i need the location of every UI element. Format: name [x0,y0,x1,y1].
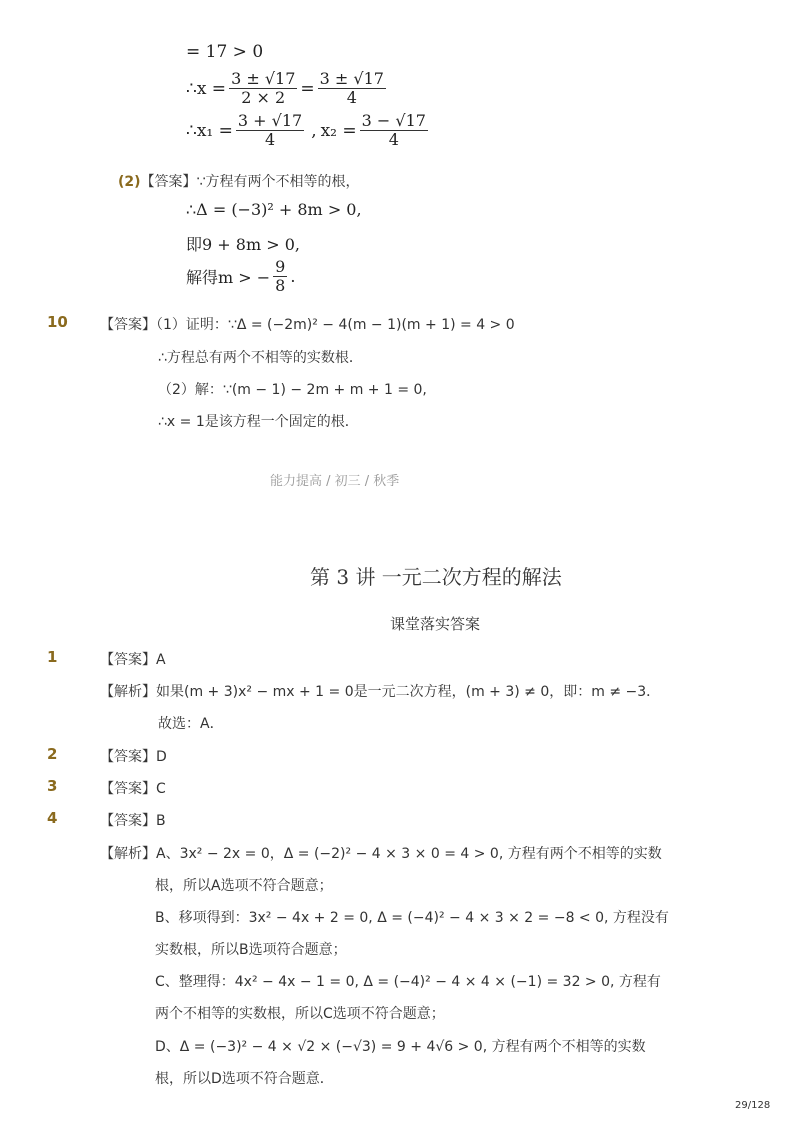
part2-label: (2) [118,174,141,190]
q1-answer: 【答案】A [100,652,166,668]
part2-step-2: 即9 + 8m > 0, [186,235,300,254]
q4-option-c-line-1: C、整理得：4x² − 4x − 1 = 0, Δ = (−4)² − 4 × 4 × (−1) = 32 > 0, 方程有 [155,974,661,990]
lecture-title: 第 3 讲 一元二次方程的解法 [310,565,562,589]
fraction-3 [236,112,304,149]
q10-line-3: （2）解：∵(m − 1) − 2m + m + 1 = 0, [158,382,427,398]
fraction-4-denominator: 4 [388,130,399,149]
q10-line-2: ∴方程总有两个不相等的实数根． [158,350,363,366]
question-number-4: 4 [47,809,58,827]
fraction-4-numerator: 3 − √17 [361,111,426,130]
fraction-nine-eighths [273,258,287,295]
section-title: 课堂落实答案 [390,615,481,633]
question-number-3: 3 [47,777,58,795]
q10-line-1 [100,314,515,334]
q4-option-d-line-2: 根，所以D选项不符合题意． [155,1071,334,1087]
q4-option-b-line-1: B、移项得到：3x² − 4x + 2 = 0, Δ = (−4)² − 4 × 3 × 2 = −8 < 0, 方程没有 [155,910,669,926]
q10-line-4: ∴x = 1是该方程一个固定的根． [158,414,359,430]
part2-reason: ∵方程有两个不相等的根， [196,174,360,190]
part2-answer-tag: 【答案】 [140,174,197,190]
fraction-2-denominator: 4 [346,88,357,107]
page-footer: 能力提高 / 初三 / 秋季 [270,474,400,489]
separator: , [311,120,317,141]
part2-step-3-suffix: . [290,267,296,286]
q4-option-a-line-1: 【解析】A、3x² − 2x = 0，Δ = (−2)² − 4 × 3 × 0 = 4 > 0, 方程有两个不相等的实数 [100,846,662,862]
fraction-4 [360,112,428,149]
fraction-nine-eighths-numerator: 9 [275,257,286,276]
part2-step-3 [186,258,295,295]
derivation-line-2-prefix: ∴x = [186,78,227,99]
fraction-3-denominator: 4 [264,130,276,149]
question-number-2: 2 [47,745,58,763]
q10-proof: （1）证明：∵Δ = (−2m)² − 4(m − 1)(m + 1) = 4 > 0 [156,317,515,333]
q1-choice: 故选：A． [158,716,224,732]
q4-option-d-line-1: D、Δ = (−3)² − 4 × √2 × (−√3) = 9 + 4√6 > 0, 方程有两个不相等的实数 [155,1039,646,1055]
question-number-10: 10 [47,313,68,331]
derivation-line-1: = 17 > 0 [186,42,264,62]
x2-label: x₂ = [320,120,357,141]
part2-header [118,171,359,191]
fraction-2-numerator: 3 ± √17 [319,69,384,88]
x1-label: ∴x₁ = [186,120,233,141]
q4-option-a-line-2: 根，所以A选项不符合题意； [155,878,333,894]
fraction-2 [318,70,386,107]
question-number-1: 1 [47,648,58,666]
q4-option-c-line-2: 两个不相等的实数根，所以C选项不符合题意； [155,1006,445,1022]
derivation-line-2 [186,70,389,107]
q2-answer: 【答案】D [100,749,167,765]
part2-step-3-prefix: 解得m > − [186,268,271,287]
fraction-nine-eighths-denominator: 8 [275,276,286,295]
part2-step-1: ∴Δ = (−3)² + 8m > 0, [186,200,362,219]
derivation-line-3 [186,112,431,149]
fraction-3-numerator: 3 + √17 [237,111,303,130]
equals-sign: = [300,78,315,99]
q3-answer: 【答案】C [100,781,166,797]
page-number: 29/128 [735,1100,771,1111]
q1-analysis: 【解析】如果(m + 3)x² − mx + 1 = 0是一元二次方程，(m + 3) ≠ 0，即：m ≠ −3． [100,684,661,700]
q4-option-b-line-2: 实数根，所以B选项符合题意； [155,942,347,958]
q4-answer: 【答案】B [100,813,166,829]
q10-answer-tag: 【答案】 [100,317,156,333]
fraction-1 [229,70,297,107]
fraction-1-denominator: 2 × 2 [241,88,286,107]
fraction-1-numerator: 3 ± √17 [231,69,296,88]
